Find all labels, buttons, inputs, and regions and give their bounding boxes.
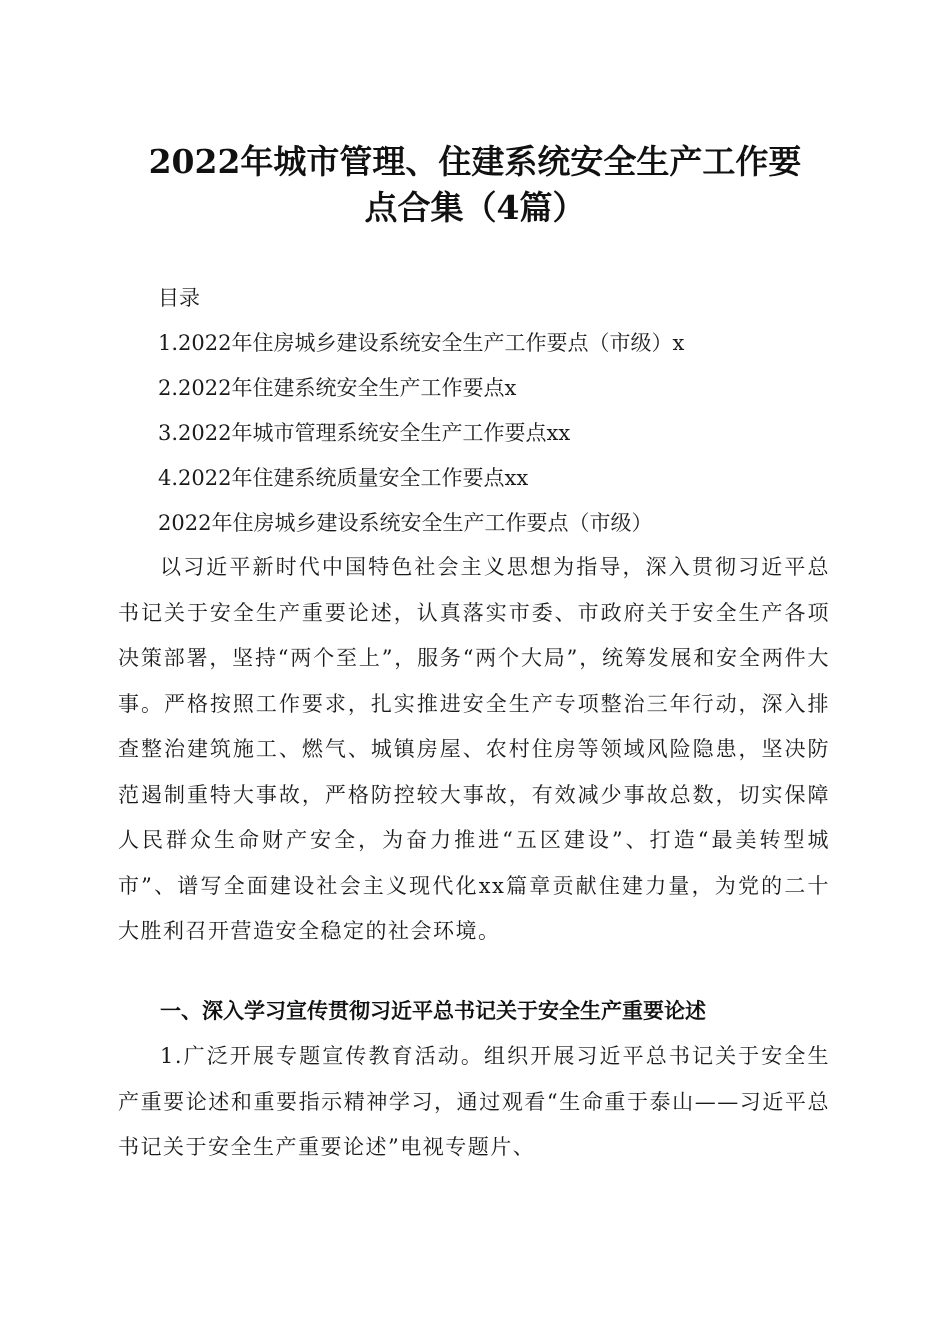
toc-item[interactable]: 1.2022年住房城乡建设系统安全生产工作要点（市级）x <box>158 331 685 355</box>
toc-label: 目录 <box>158 286 200 310</box>
intro-paragraph: 以习近平新时代中国特色社会主义思想为指导，深入贯彻习近平总书记关于安全生产重要论述，认真落实市委、市政府关于安全生产各项决策部署，坚持“两个至上”，服务“两个大局”，统筹发展和安全两件大事。严格按照工作要求，扎实推进安全生产专项整治三年行动，深入排查整治建筑施工、燃气、城镇房屋、农村住房等领域风险隐患，坚决防范遏制重特大事故，严格防控较大事故，有效减少事故总数，切实保障人民群众生命财产安全，为奋力推进“五区建设”、打造“最美转型城市”、谱写全面建设社会主义现代化xx篇章贡献住建力量，为党的二十大胜利召开营造安全稳定的社会环境。 <box>118 555 830 943</box>
toc-item[interactable]: 3.2022年城市管理系统安全生产工作要点xx <box>158 421 571 445</box>
article-heading: 2022年住房城乡建设系统安全生产工作要点（市级） <box>158 511 653 535</box>
section-paragraph: 1.广泛开展专题宣传教育活动。组织开展习近平总书记关于安全生产重要论述和重要指示精神学习，通过观看“生命重于泰山——习近平总书记关于安全生产重要论述”电视专题片、 <box>118 1044 830 1159</box>
document-title-line-1: 2022年城市管理、住建系统安全生产工作要 <box>148 142 802 181</box>
section-heading: 一、深入学习宣传贯彻习近平总书记关于安全生产重要论述 <box>160 999 706 1023</box>
document-title-line-2: 点合集（4篇） <box>364 188 586 227</box>
toc-item[interactable]: 2.2022年住建系统安全生产工作要点x <box>158 376 517 400</box>
toc-item[interactable]: 4.2022年住建系统质量安全工作要点xx <box>158 466 529 490</box>
